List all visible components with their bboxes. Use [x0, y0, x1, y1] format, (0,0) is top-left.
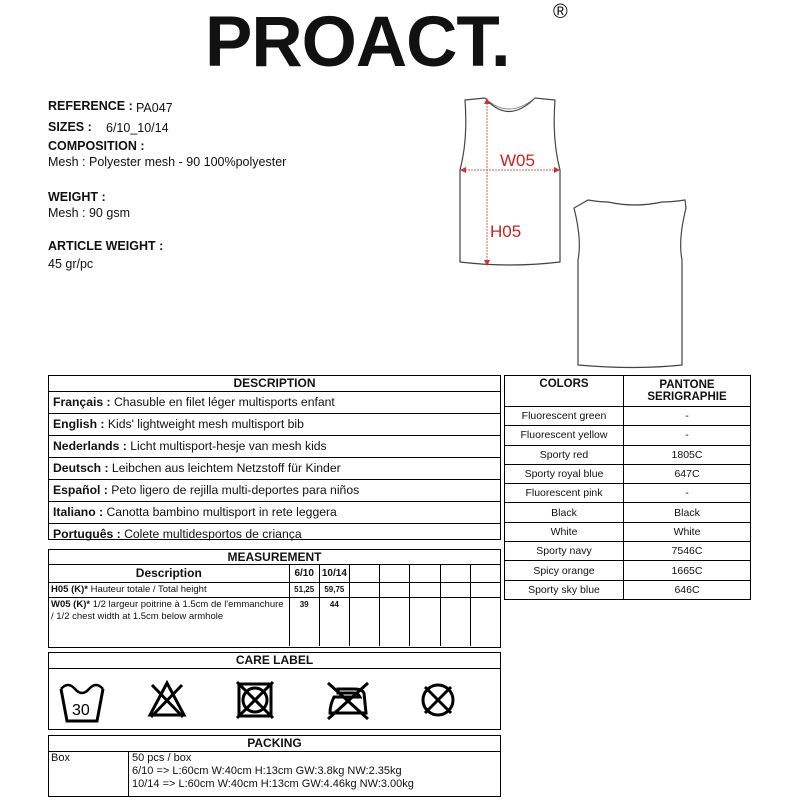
description-rows: [49, 392, 500, 545]
measurement-title: MEASUREMENT: [49, 550, 500, 565]
color-name: Fluorescent pink: [505, 484, 624, 503]
w05-code: W05 (K)*: [51, 598, 91, 610]
empty-cell: [470, 582, 500, 597]
color-pantone: 1805C: [624, 445, 751, 464]
w05-value-2: 44: [319, 597, 349, 646]
weight-label: WEIGHT :: [48, 190, 106, 204]
color-pantone: Black: [624, 503, 751, 522]
empty-cell: [349, 582, 379, 597]
garment-drawing: [440, 90, 700, 375]
color-name: Spicy orange: [505, 561, 624, 580]
no-iron-icon: [324, 679, 372, 721]
color-rows: [505, 407, 751, 600]
packing-line: 50 pcs / box: [132, 752, 192, 764]
size-header-2: 10/14: [319, 565, 349, 582]
description-text: Canotta bambino multisport in rete leggera: [103, 505, 337, 519]
colors-table: [504, 375, 751, 600]
measurement-row-h05: [49, 582, 289, 597]
color-pantone: White: [624, 522, 751, 541]
empty-col: [470, 565, 500, 582]
color-pantone: 647C: [624, 464, 751, 483]
color-name: Black: [505, 503, 624, 522]
description-row: [49, 480, 500, 502]
color-pantone: 646C: [624, 580, 751, 599]
packing-line: 10/14 => L:60cm W:40cm H:13cm GW:4.46kg NW:3.00kg: [132, 778, 414, 790]
description-lang: Português :: [53, 527, 121, 541]
description-lang: Italiano :: [53, 505, 104, 519]
pantone-header-line2: SERIGRAPHIE: [647, 391, 727, 403]
color-row: [505, 561, 751, 580]
color-pantone: -: [624, 426, 751, 445]
measurement-box: [48, 549, 501, 648]
care-label-box: [48, 652, 501, 730]
empty-cell: [380, 597, 410, 646]
h05-code: H05 (K)*: [51, 584, 88, 595]
empty-cell: [349, 597, 379, 646]
color-row: [505, 484, 751, 503]
packing-line: 6/10 => L:60cm W:40cm H:13cm GW:3.8kg NW:2.35kg: [132, 765, 402, 777]
measurement-desc-header: Description: [49, 565, 289, 582]
color-row: [505, 580, 751, 599]
description-lang: Español :: [53, 483, 108, 497]
color-name: Sporty navy: [505, 542, 624, 561]
color-name: Sporty royal blue: [505, 464, 624, 483]
packing-label: Box: [49, 752, 129, 796]
empty-col: [349, 565, 379, 582]
registered-mark: ®: [553, 1, 568, 23]
color-row: [505, 542, 751, 561]
empty-cell: [380, 582, 410, 597]
description-lang: Français :: [53, 395, 111, 409]
description-title: DESCRIPTION: [49, 376, 500, 392]
wash-30-icon: [57, 677, 107, 725]
article-weight-value: 45 gr/pc: [48, 257, 94, 271]
bib-back-view: [574, 200, 686, 368]
sizes-label: SIZES :: [48, 120, 92, 134]
description-lang: Nederlands :: [53, 439, 127, 453]
description-lang: English :: [53, 417, 105, 431]
description-box: [48, 375, 501, 540]
empty-col: [410, 565, 440, 582]
color-row: [505, 503, 751, 522]
packing-title: PACKING: [49, 736, 500, 752]
no-bleach-icon: [147, 679, 187, 719]
composition-label: COMPOSITION :: [48, 139, 145, 153]
measurement-table: [49, 565, 500, 646]
packing-box: [48, 735, 501, 797]
description-row: [49, 414, 500, 436]
measurement-row-w05: [49, 597, 289, 646]
empty-cell: [470, 597, 500, 646]
color-pantone: 1665C: [624, 561, 751, 580]
w05-label: W05: [500, 151, 535, 170]
w05-text: 1/2 largeur poitrine à 1.5cm de l'emmanchure / 1/2 chest width at 1.5cm below armhole: [51, 598, 284, 622]
color-pantone: 7546C: [624, 542, 751, 561]
description-text: Licht multisport-hesje van mesh kids: [126, 439, 327, 453]
color-name: Fluorescent green: [505, 407, 624, 426]
empty-col: [440, 565, 470, 582]
h05-text: Hauteur totale / Total height: [87, 584, 207, 595]
description-text: Colete multidesportos de criança: [120, 527, 302, 541]
pantone-header: [624, 376, 751, 407]
no-tumble-dry-icon: [234, 679, 276, 721]
description-row: [49, 392, 500, 414]
sizes-value: 6/10_10/14: [106, 121, 169, 135]
brand-logo: [0, 0, 800, 90]
no-dry-clean-icon: [417, 679, 459, 721]
color-row: [505, 445, 751, 464]
care-label-title: CARE LABEL: [49, 653, 500, 669]
description-row: [49, 502, 500, 524]
color-pantone: -: [624, 484, 751, 503]
empty-cell: [440, 582, 470, 597]
empty-cell: [440, 597, 470, 646]
empty-cell: [410, 597, 440, 646]
article-weight-label: ARTICLE WEIGHT :: [48, 239, 164, 253]
color-row: [505, 522, 751, 541]
description-row: [49, 524, 500, 545]
description-row: [49, 458, 500, 480]
h05-value-1: 51,25: [289, 582, 319, 597]
wash-temp: 30: [72, 702, 90, 719]
reference-value: PA047: [136, 101, 173, 115]
empty-col: [380, 565, 410, 582]
color-pantone: -: [624, 407, 751, 426]
color-name: Fluorescent yellow: [505, 426, 624, 445]
description-text: Leibchen aus leichtem Netzstoff für Kinder: [108, 461, 341, 475]
color-row: [505, 407, 751, 426]
colors-header: COLORS: [505, 376, 624, 407]
composition-value: Mesh : Polyester mesh - 90 100%polyester: [48, 155, 287, 169]
h05-label: H05: [490, 222, 522, 241]
weight-value: Mesh : 90 gsm: [48, 206, 130, 220]
size-header-1: 6/10: [289, 565, 319, 582]
color-row: [505, 464, 751, 483]
brand-name: PROACT.: [205, 3, 510, 82]
color-name: Sporty red: [505, 445, 624, 464]
packing-lines: [129, 752, 414, 796]
description-text: Chasuble en filet léger multisports enfant: [110, 395, 335, 409]
w05-value-1: 39: [289, 597, 319, 646]
h05-value-2: 59,75: [319, 582, 349, 597]
description-text: Kids' lightweight mesh multisport bib: [104, 417, 304, 431]
color-name: Sporty sky blue: [505, 580, 624, 599]
empty-cell: [410, 582, 440, 597]
color-name: White: [505, 522, 624, 541]
reference-label: REFERENCE :: [48, 99, 133, 113]
description-lang: Deutsch :: [53, 461, 109, 475]
pantone-header-line1: PANTONE: [659, 379, 715, 391]
description-row: [49, 436, 500, 458]
color-row: [505, 426, 751, 445]
description-text: Peto ligero de rejilla multi-deportes para niños: [107, 483, 360, 497]
